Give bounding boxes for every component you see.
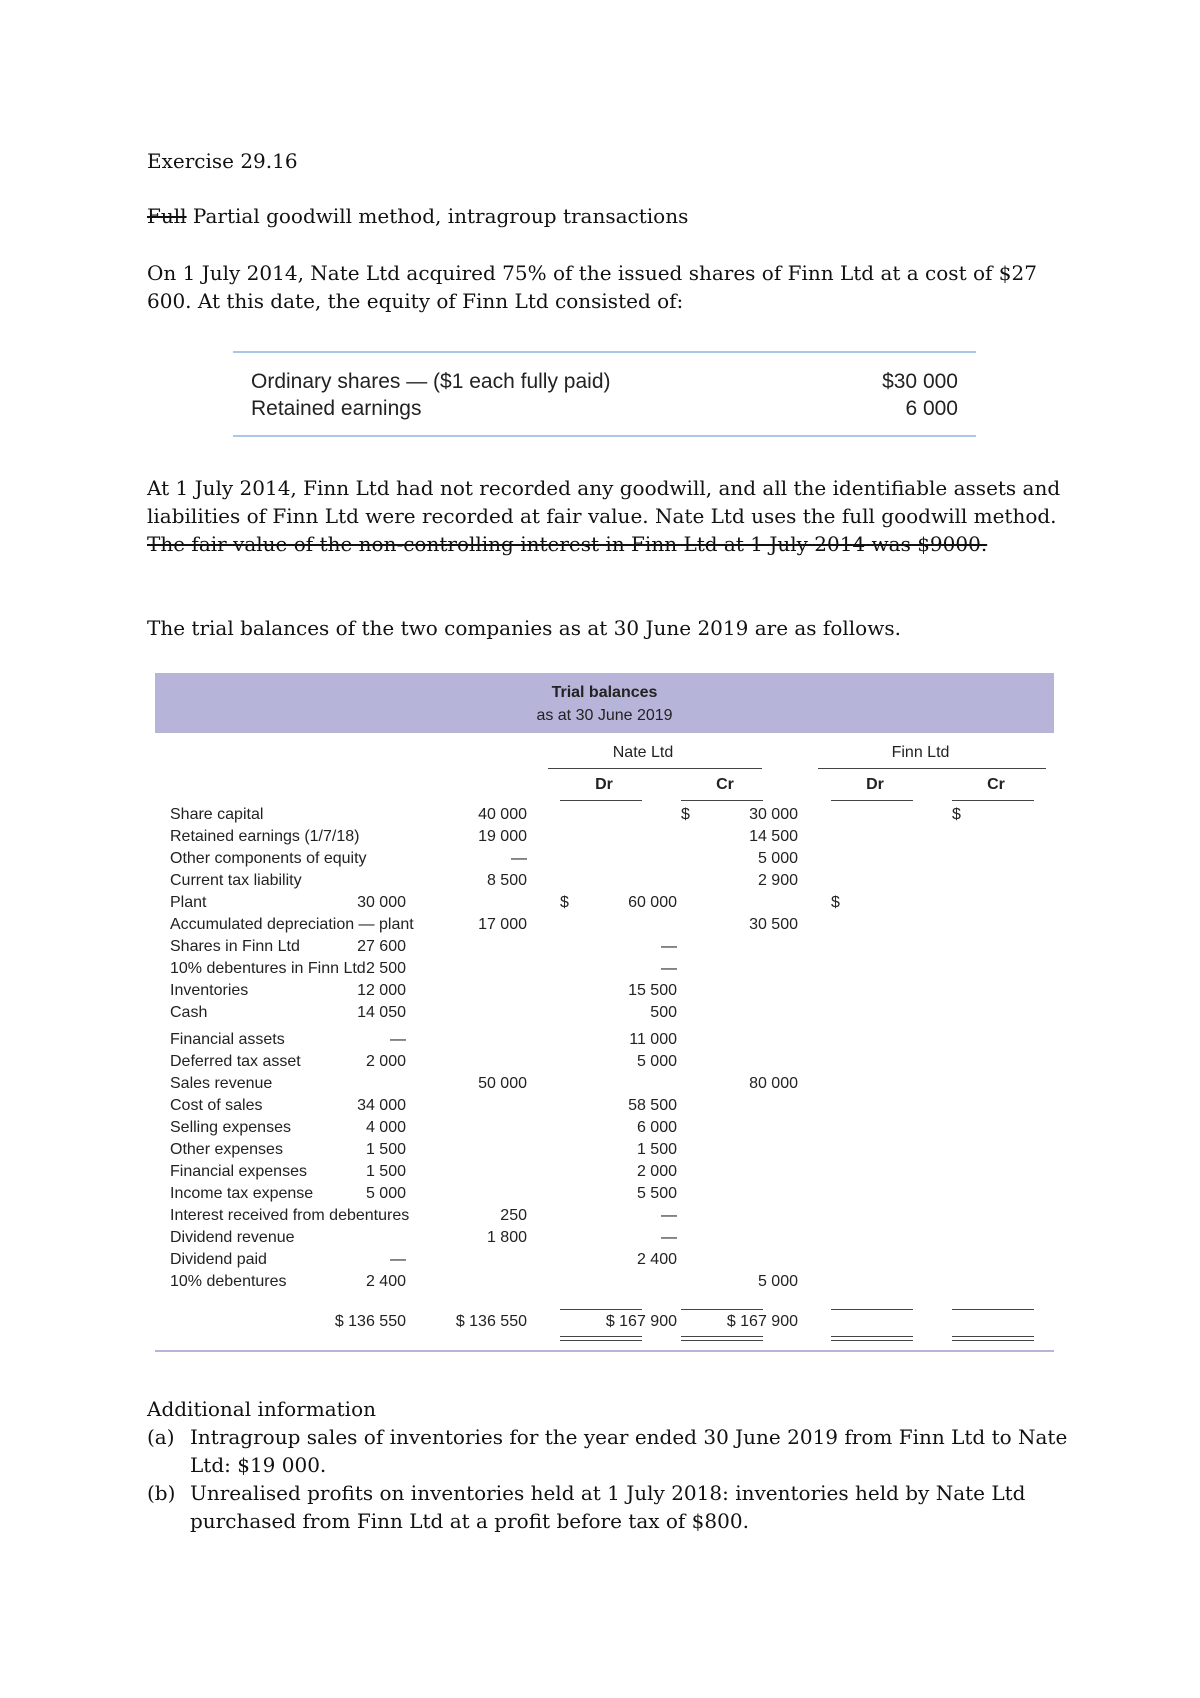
cell-n-dr: 4 000 [365,1119,406,1136]
row-label: Other expenses [170,1141,283,1158]
table-subtitle: as at 30 June 2019 [536,707,673,724]
col-underline [560,800,642,801]
total-rule [952,1309,1034,1310]
cell-n-cr: — [511,850,527,867]
dollar-sign: $ [831,894,840,911]
row-label: Cash [170,1004,208,1021]
company-underline [548,768,762,769]
cell-n-dr: 1 500 [365,1163,406,1180]
para2-text: At 1 July 2014, Finn Ltd had not recorded any goodwill, and all the identifiable assets and liabilities of Finn Ltd were recorded at fair value. Nate Ltd uses the full goodwill method. [147,476,1061,528]
table-row [155,1185,1054,1207]
total-double-rule [681,1336,763,1341]
cell-n-cr: 17 000 [478,916,527,933]
col-nate-dr: Dr [595,776,613,793]
totals-row [155,1313,1054,1335]
item-text: Intragroup sales of inventories for the year ended 30 June 2019 from Finn Ltd to Nate Ltd: $19 000. [190,1425,1068,1477]
col-nate-cr: Cr [716,776,734,793]
row-label: Accumulated depreciation — plant [170,916,414,933]
subtitle-text: Partial goodwill method, intragroup transactions [186,204,689,228]
total-finn-cr: $ 167 900 [726,1313,798,1330]
row-label: 10% debentures in Finn Ltd [170,960,366,977]
cell-f-dr: 60 000 [628,894,677,911]
table-row [155,1119,1054,1141]
cell-f-dr: 2 000 [636,1163,677,1180]
table-row [155,982,1054,1004]
cell-f-dr: — [661,1229,677,1246]
cell-f-cr: 5 000 [757,850,798,867]
cell-f-dr: 2 400 [636,1251,677,1268]
cell-n-cr: 1 800 [486,1229,527,1246]
table-row [155,938,1054,960]
equity-amount: $30 000 [882,370,958,393]
row-label: 10% debentures [170,1273,287,1290]
row-label: Dividend revenue [170,1229,295,1246]
col-underline [952,800,1034,801]
equity-label: Retained earnings [251,397,422,420]
cell-f-dr: 15 500 [628,982,677,999]
row-label: Retained earnings (1/7/18) [170,828,360,845]
fair-value-paragraph [147,474,1067,558]
col-underline [681,800,763,801]
equity-row [251,370,958,398]
row-label: Financial expenses [170,1163,307,1180]
col-finn-cr: Cr [987,776,1005,793]
cell-f-dr: 5 000 [636,1053,677,1070]
intro-paragraph: On 1 July 2014, Nate Ltd acquired 75% of the issued shares of Finn Ltd at a cost of $27 600. At this date, the equity of Finn Ltd consisted of: [147,261,1037,313]
row-label: Sales revenue [170,1075,273,1092]
row-label: Deferred tax asset [170,1053,301,1070]
cell-n-cr: 50 000 [478,1075,527,1092]
row-label: Plant [170,894,207,911]
table-row [155,1207,1054,1229]
cell-f-dr: 500 [650,1004,677,1021]
cell-n-dr: — [390,1251,406,1268]
table-row [155,1229,1054,1251]
row-label: Current tax liability [170,872,302,889]
exercise-title: Exercise 29.16 [147,149,298,173]
cell-n-cr: 19 000 [478,828,527,845]
item-text: Unrealised profits on inventories held at 1 July 2018: inventories held by Nate Ltd purchased from Finn Ltd at a profit before tax of $800. [190,1481,1026,1533]
table-row [155,850,1054,872]
equity-amount: 6 000 [905,397,958,420]
cell-n-dr: — [390,1031,406,1048]
table-row [155,806,1054,828]
table-row [155,1004,1054,1026]
row-label: Other components of equity [170,850,367,867]
cell-n-dr: 2 000 [365,1053,406,1070]
subtitle-struck: Full [147,204,187,228]
total-nate-dr: $ 136 550 [334,1313,406,1330]
row-label: Inventories [170,982,249,999]
item-marker: (a) [147,1425,175,1449]
cell-n-dr: 12 000 [357,982,406,999]
table-row [155,1273,1054,1295]
total-rule [831,1309,913,1310]
dollar-sign: $ [560,894,569,911]
row-label: Dividend paid [170,1251,267,1268]
cell-f-dr: 5 500 [636,1185,677,1202]
cell-n-cr: 40 000 [478,806,527,823]
equity-row [251,397,958,425]
total-nate-cr: $ 136 550 [455,1313,527,1330]
total-double-rule [831,1336,913,1341]
total-rule [681,1309,763,1310]
total-rule [560,1309,642,1310]
total-finn-dr: $ 167 900 [605,1313,677,1330]
cell-f-dr: 11 000 [629,1031,677,1048]
table-row [155,1075,1054,1097]
table-bottom-rule [155,1350,1054,1352]
trial-intro-paragraph: The trial balances of the two companies as at 30 June 2019 are as follows. [147,616,901,640]
cell-f-cr: 80 000 [749,1075,798,1092]
para2-struck: The fair value of the non-controlling interest in Finn Ltd at 1 July 2014 was $9000. [147,532,988,556]
cell-f-cr: 5 000 [757,1273,798,1290]
additional-heading: Additional information [147,1397,377,1421]
cell-n-cr: 250 [500,1207,527,1224]
cell-f-dr: — [661,960,677,977]
table-row [155,1141,1054,1163]
table-header [155,673,1054,733]
cell-f-cr: 30 000 [749,806,798,823]
cell-n-dr: 5 000 [365,1185,406,1202]
total-double-rule [952,1336,1034,1341]
cell-n-dr: 14 050 [357,1004,406,1021]
row-label: Selling expenses [170,1119,291,1136]
table-row [155,1251,1054,1273]
cell-f-dr: — [661,1207,677,1224]
table-row [155,1031,1054,1053]
company-nate: Nate Ltd [612,744,674,761]
row-label: Shares in Finn Ltd [170,938,300,955]
cell-n-dr: 27 600 [357,938,406,955]
cell-f-dr: 6 000 [636,1119,677,1136]
equity-box [233,351,976,437]
dollar-sign: $ [681,806,690,823]
row-label: Share capital [170,806,264,823]
item-marker: (b) [147,1481,176,1505]
cell-f-cr: 2 900 [757,872,798,889]
cell-f-dr: 58 500 [628,1097,677,1114]
trial-balances-table [155,673,1054,1352]
row-label: Cost of sales [170,1097,263,1114]
table-row [155,828,1054,850]
table-row [155,1097,1054,1119]
col-finn-dr: Dr [866,776,884,793]
exercise-subtitle [147,202,1067,230]
col-underline [831,800,913,801]
cell-n-cr: 8 500 [486,872,527,889]
cell-f-dr: 1 500 [636,1141,677,1158]
cell-f-cr: 14 500 [749,828,798,845]
cell-n-dr: 2 400 [365,1273,406,1290]
table-row [155,916,1054,938]
table-row [155,894,1054,916]
table-row [155,1053,1054,1075]
row-label: Financial assets [170,1031,285,1048]
cell-n-dr: 2 500 [365,960,406,977]
total-double-rule [560,1336,642,1341]
equity-label: Ordinary shares — ($1 each fully paid) [251,370,611,393]
cell-f-dr: — [661,938,677,955]
row-label: Income tax expense [170,1185,314,1202]
row-label: Interest received from debentures [170,1207,410,1224]
cell-f-cr: 30 500 [749,916,798,933]
cell-n-dr: 1 500 [365,1141,406,1158]
table-row [155,872,1054,894]
table-title: Trial balances [551,684,658,701]
table-row [155,960,1054,982]
company-finn: Finn Ltd [891,744,950,761]
company-underline [818,768,1046,769]
cell-n-dr: 34 000 [357,1097,406,1114]
dollar-sign: $ [952,806,961,823]
table-row [155,1163,1054,1185]
cell-n-dr: 30 000 [357,894,406,911]
